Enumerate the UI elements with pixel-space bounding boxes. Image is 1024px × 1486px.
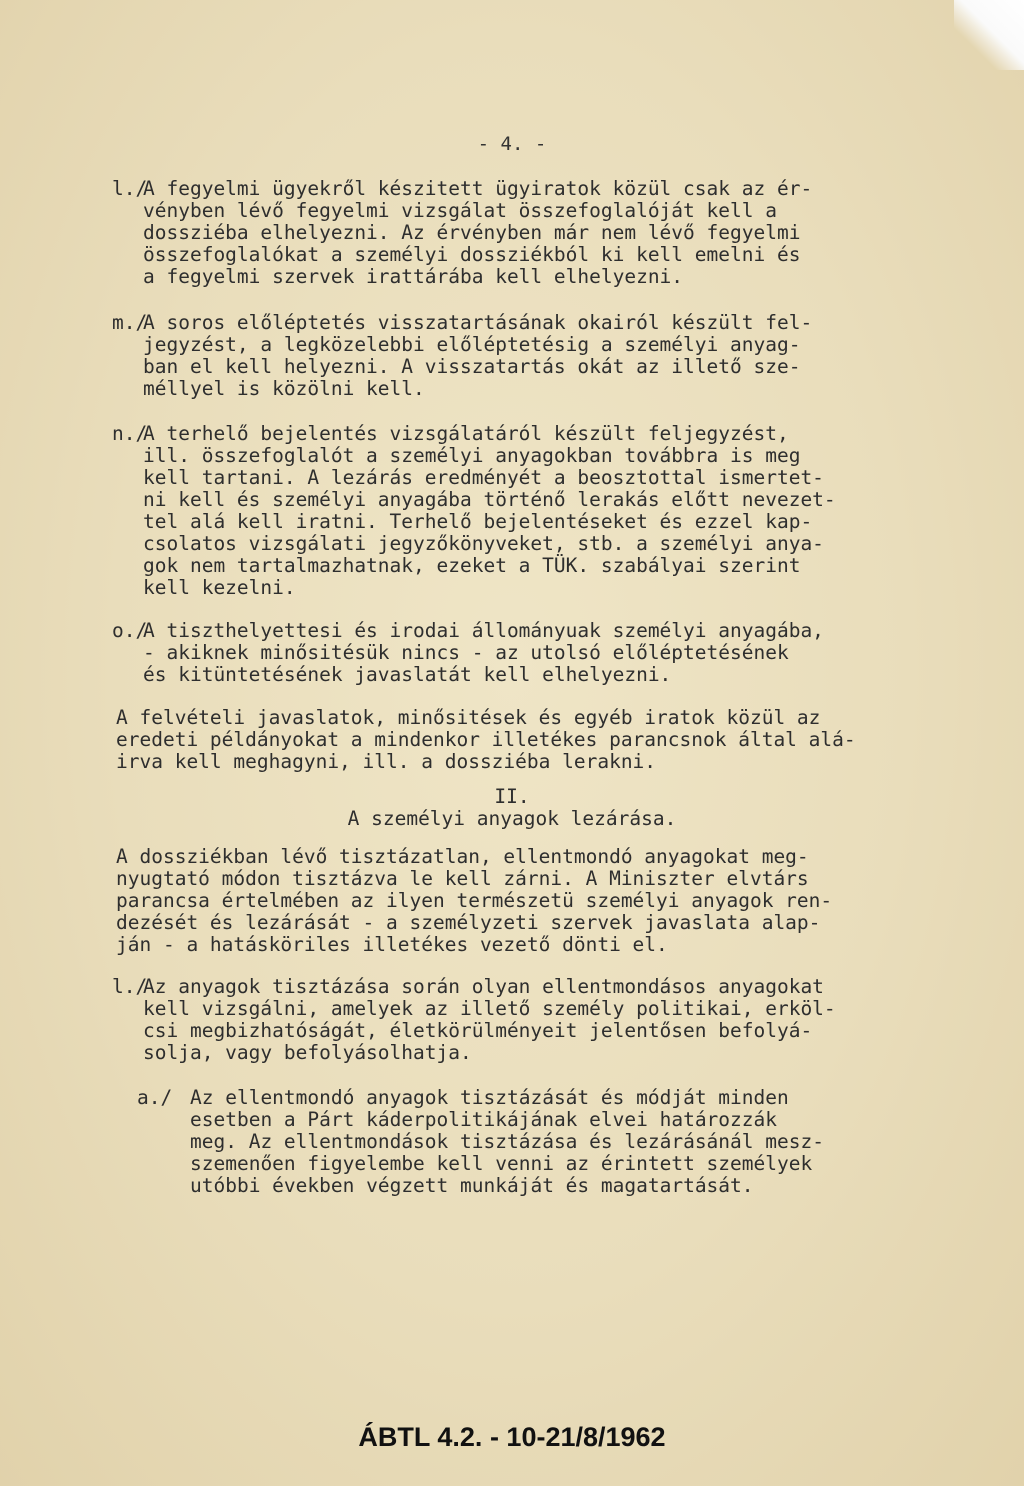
item-2-marker: l./ xyxy=(112,975,148,998)
item-marker-n: n./ xyxy=(112,422,148,445)
item-o-line-2: - akiknek minősitésük nincs - az utolsó előléptetésének xyxy=(143,641,789,664)
subitem-line-2: esetben a Párt káderpolitikájának elvei határozzák xyxy=(190,1108,777,1131)
torn-corner xyxy=(954,0,1024,70)
paragraph-2-line-1: A dossziékban lévő tisztázatlan, ellentmondó anyagokat meg- xyxy=(116,845,809,868)
item-marker-o: o./ xyxy=(112,619,148,642)
item-marker-m: m./ xyxy=(112,311,148,334)
subitem-line-1: Az ellentmondó anyagok tisztázását és módját minden xyxy=(190,1086,789,1109)
item-l-line-5: a fegyelmi szervek irattárába kell elhelyezni. xyxy=(143,265,684,288)
item-n-line-4: ni kell és személyi anyagába történő lerakás előtt nevezet- xyxy=(143,488,836,511)
section-number: II. xyxy=(494,785,530,808)
item-m-line-4: méllyel is közölni kell. xyxy=(143,377,425,400)
item-l-line-3: dossziéba elhelyezni. Az érvényben már nem lévő fegyelmi xyxy=(143,221,801,244)
subitem-line-4: szemenően figyelembe kell venni az érintett személyek xyxy=(190,1152,813,1175)
paragraph-1-line-2: eredeti példányokat a mindenkor illetékes parancsnok által alá- xyxy=(116,728,856,751)
paragraph-2-line-5: ján - a hatásköriles illetékes vezető dönti el. xyxy=(116,933,668,956)
item-n-line-3: kell tartani. A lezárás eredményét a beosztottal ismertet- xyxy=(143,466,824,489)
section-title: A személyi anyagok lezárása. xyxy=(347,807,677,830)
subitem-line-3: meg. Az ellentmondások tisztázása és lezárásánál mesz- xyxy=(190,1130,824,1153)
paragraph-1-line-1: A felvételi javaslatok, minősitések és egyéb iratok közül az xyxy=(116,706,821,729)
paragraph-2-line-2: nyugtató módon tisztázva le kell zárni. A Miniszter elvtárs xyxy=(116,867,809,890)
item-2-line-2: kell vizsgálni, amelyek az illető személy politikai, erköl- xyxy=(143,997,836,1020)
subitem-line-5: utóbbi években végzett munkáját és magatartását. xyxy=(190,1174,754,1197)
item-m-line-2: jegyzést, a legközelebbi előléptetésig a személyi anyag- xyxy=(143,333,801,356)
paragraph-2-line-3: parancsa értelmében az ilyen természetü személyi anyagok ren- xyxy=(116,889,833,912)
item-m-line-1: A soros előléptetés visszatartásának okairól készült fel- xyxy=(143,311,813,334)
item-n-line-7: gok nem tartalmazhatnak, ezeket a TÜK. szabályai szerint xyxy=(143,554,801,577)
item-n-line-6: csolatos vizsgálati jegyzőkönyveket, stb. a személyi anya- xyxy=(143,532,824,555)
item-o-line-1: A tiszthelyettesi és irodai állományuak személyi anyagába, xyxy=(143,619,824,642)
paragraph-1-line-3: irva kell meghagyni, ill. a dossziéba lerakni. xyxy=(116,750,657,773)
item-n-line-8: kell kezelni. xyxy=(143,576,296,599)
page-number: - 4. - xyxy=(477,133,547,155)
subitem-marker-a: a./ xyxy=(137,1086,173,1109)
item-marker-l: l./ xyxy=(112,177,148,200)
item-2-line-4: solja, vagy befolyásolhatja. xyxy=(143,1041,472,1064)
item-l-line-4: összefoglalókat a személyi dossziékból ki kell emelni és xyxy=(143,243,801,266)
item-2-line-1: Az anyagok tisztázása során olyan ellentmondásos anyagokat xyxy=(143,975,824,998)
item-l-line-1: A fegyelmi ügyekről készitett ügyiratok közül csak az ér- xyxy=(143,177,813,200)
item-n-line-1: A terhelő bejelentés vizsgálatáról készült feljegyzést, xyxy=(143,422,789,445)
item-o-line-3: és kitüntetésének javaslatát kell elhelyezni. xyxy=(143,663,672,686)
item-m-line-3: ban el kell helyezni. A visszatartás okát az illető sze- xyxy=(143,355,801,378)
item-n-line-5: tel alá kell iratni. Terhelő bejelentéseket és ezzel kap- xyxy=(143,510,813,533)
item-2-line-3: csi megbizhatóságát, életkörülményeit jelentősen befolyá- xyxy=(143,1019,813,1042)
item-n-line-2: ill. összefoglalót a személyi anyagokban továbbra is meg xyxy=(143,444,801,467)
item-l-line-2: vényben lévő fegyelmi vizsgálat összefoglalóját kell a xyxy=(143,199,777,222)
paragraph-2-line-4: dezését és lezárását - a személyzeti szervek javaslata alap- xyxy=(116,911,821,934)
archive-reference: ÁBTL 4.2. - 10-21/8/1962 xyxy=(358,1422,666,1452)
